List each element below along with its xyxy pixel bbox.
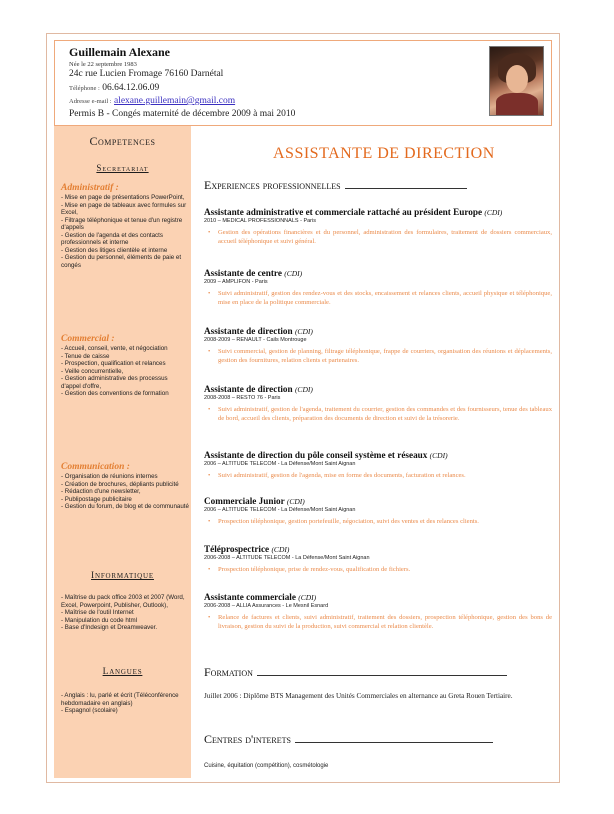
- heading-rule: [295, 742, 493, 743]
- heading-rule: [345, 188, 467, 189]
- skills-block-informatique: [61, 594, 189, 632]
- email-link[interactable]: alexane.guillemain@gmail.com: [113, 96, 236, 106]
- job-description: • Suivi administratif, gestion des rendez-vous et des stocks, encaissement et relances clients, accueil physique et téléphonique, mise en place de la politique commerciale.: [204, 289, 552, 307]
- list-item: - Veille concurrentielle,: [61, 367, 124, 375]
- list-item: - Gestion de l'agenda et des contacts professionnels et interne: [61, 231, 163, 246]
- list-item: - Base d'Indesign et Dreamweaver.: [61, 624, 158, 631]
- formation-text: Juillet 2006 : Diplôme BTS Management des Unités Commerciales en alternance au Greta Rouen Tertiaire.: [204, 692, 513, 700]
- job-contract: (CDI): [294, 327, 313, 336]
- list-item: - Prospection, qualification et relances: [61, 360, 166, 367]
- list-item: - Anglais : lu, parlé et écrit (Téléconférence hebdomadaire en anglais): [61, 692, 179, 707]
- job-description: • Relance de factures et clients, suivi administratif, traitement des dossiers, prospection téléphonique, gestion des bons de livraison, gestion du suivi de la production, suivi commercial et relation clientèle.: [204, 613, 552, 631]
- skills-block-langues: [61, 692, 189, 715]
- job-description: • Suivi commercial, gestion de planning, filtrage téléphonique, frappe de courriers, organisation des réunions et déplacements, gestion des fournitures, relation clients et partenaires.: [204, 347, 552, 365]
- skills-sidebar: [54, 126, 191, 778]
- job-description: • Gestion des opérations financières et du personnel, administration des formulaires, traitement de dossiers commerciaux, accueil téléphonique et suivi général.: [204, 228, 552, 246]
- job-description: • Suivi administratif, gestion de l'agenda, traitement du courrier, gestion des commandes et des fournisseurs, tenue des tableaux de bord, accueil des clients, préparation des documents de direction et suivi de la trésorerie.: [204, 405, 552, 423]
- formation-heading: [204, 665, 507, 680]
- list-item: - Filtrage téléphonique et tenue d'un registre d'appels: [61, 216, 183, 231]
- heading-rule: [257, 675, 507, 676]
- langues-title: Langues: [102, 667, 143, 677]
- permis-line: Permis B - Congés maternité de décembre 2009 à mai 2010: [69, 109, 296, 119]
- job-meta: 2006-2008 – ALLIA Assurances - Le Mesnil Esnard: [204, 603, 329, 609]
- interets-text: Cuisine, équitation (compétition), cosmétologie: [204, 763, 329, 769]
- job-contract: (CDI): [294, 385, 313, 394]
- job-contract: (CDI): [429, 451, 448, 460]
- skills-heading: Administratif :: [61, 183, 119, 193]
- skills-block-communication: [61, 462, 189, 511]
- formation-heading-text: Formation: [204, 665, 253, 679]
- job-entry: [204, 268, 552, 307]
- job-entry: [204, 496, 552, 526]
- list-item: - Tenue de caisse: [61, 352, 110, 360]
- experiences-heading: [204, 178, 467, 193]
- job-contract: (CDI): [271, 545, 290, 554]
- phone-line: [69, 83, 159, 93]
- list-item: - Gestion du personnel, éléments de paie et congés: [61, 254, 182, 269]
- skills-block-administratif: [61, 183, 189, 269]
- job-title: Assistante de centre: [204, 268, 282, 278]
- postal-address: 24c rue Lucien Fromage 76160 Darnétal: [69, 69, 224, 79]
- list-item: - Gestion administrative des processus d'appel d'offre,: [61, 375, 168, 390]
- job-meta: 2009 – AMPLIFON - Paris: [204, 279, 268, 285]
- job-title: Assistante de direction: [204, 384, 293, 394]
- job-title: Assistante de direction du pôle conseil système et réseaux: [204, 450, 428, 460]
- job-contract: (CDI): [286, 497, 305, 506]
- job-entry: [204, 207, 552, 246]
- list-item: - Gestion du forum, de blog et de communauté: [61, 503, 189, 510]
- skills-heading: Commercial :: [61, 334, 115, 344]
- list-item: - Maîtrise du pack office 2003 et 2007 (Word, Excel, Powerpoint, Publisher, Outlook),: [61, 594, 185, 609]
- job-description: • Prospection téléphonique, prise de rendez-vous, qualification de fichiers.: [204, 565, 552, 574]
- skills-heading: Communication :: [61, 462, 130, 472]
- list-item: - Publipostage publicitaire: [61, 495, 132, 503]
- interets-heading: [204, 732, 493, 747]
- list-item: - Création de brochures, dépliants publicité: [61, 480, 179, 488]
- phone-number: 06.64.12.06.09: [102, 83, 160, 93]
- job-contract: (CDI): [484, 208, 503, 217]
- job-target-title: ASSISTANTE DE DIRECTION: [273, 145, 495, 162]
- job-entry: [204, 544, 552, 574]
- secretariat-title: Secretariat: [96, 163, 149, 173]
- profile-photo: [489, 46, 544, 116]
- job-title: Assistante commerciale: [204, 592, 296, 602]
- list-item: - Espagnol (scolaire): [61, 707, 118, 714]
- list-item: - Organisation de réunions internes: [61, 473, 158, 480]
- informatique-title: Informatique: [91, 571, 154, 581]
- job-meta: 2006 – ALTITUDE TELECOM - La Défense/Mont Saint Aignan: [204, 507, 356, 513]
- email-line: [69, 96, 235, 106]
- phone-label: Téléphone :: [69, 85, 100, 92]
- list-item: - Mise en page de présentations PowerPoint,: [61, 194, 185, 201]
- list-item: - Gestion des litiges clientèle et interne: [61, 246, 168, 254]
- list-item: - Maîtrise de l'outil Internet: [61, 609, 134, 616]
- job-description: • Suivi administratif, gestion de l'agenda, mise en forme des documents, facturation et relances.: [204, 471, 552, 480]
- list-item: - Mise en page de tableaux avec formules sur Excel,: [61, 201, 187, 216]
- list-item: - Accueil, conseil, vente, et négociation: [61, 345, 168, 352]
- job-title: Assistante de direction: [204, 326, 293, 336]
- cv-header: [54, 40, 552, 126]
- list-item: - Manipulation du code html: [61, 616, 138, 624]
- job-meta: 2008-2008 – RESTO 76 - Paris: [204, 395, 281, 401]
- job-meta: 2006-2008 – ALTITUDE TELECOM - La Défense/Mont Saint Aignan: [204, 555, 370, 561]
- job-entry: [204, 450, 552, 480]
- job-contract: (CDI): [284, 269, 303, 278]
- job-title: Assistante administrative et commerciale rattaché au président Europe: [204, 207, 483, 217]
- job-entry: [204, 384, 552, 423]
- candidate-name: Guillemain Alexane: [69, 45, 171, 59]
- skills-block-commercial: [61, 334, 189, 398]
- job-entry: [204, 592, 552, 631]
- email-label: Adresse e-mail :: [69, 98, 112, 105]
- job-title: Téléprospectrice: [204, 544, 270, 554]
- job-meta: 2006 – ALTITUDE TELECOM - La Défense/Mont Saint Aignan: [204, 461, 356, 467]
- experiences-heading-text: Experiences professionnelles: [204, 178, 341, 192]
- job-description: • Prospection téléphonique, gestion portefeuille, négociation, suivi des ventes et des relances clients.: [204, 517, 552, 526]
- list-item: - Gestion des conventions de formation: [61, 390, 169, 397]
- list-item: - Rédaction d'une newsletter,: [61, 488, 141, 495]
- job-contract: (CDI): [298, 593, 317, 602]
- interets-heading-text: Centres d'interets: [204, 732, 291, 746]
- job-entry: [204, 326, 552, 365]
- job-title: Commerciale Junior: [204, 496, 285, 506]
- job-meta: 2008-2009 – RENAULT - Cails Montrouge: [204, 337, 307, 343]
- date-of-birth: Née le 22 septembre 1983: [69, 61, 137, 68]
- job-meta: 2010 – MEDICAL PROFESSIONNALS - Paris: [204, 218, 316, 224]
- competences-title: Competences: [89, 134, 156, 148]
